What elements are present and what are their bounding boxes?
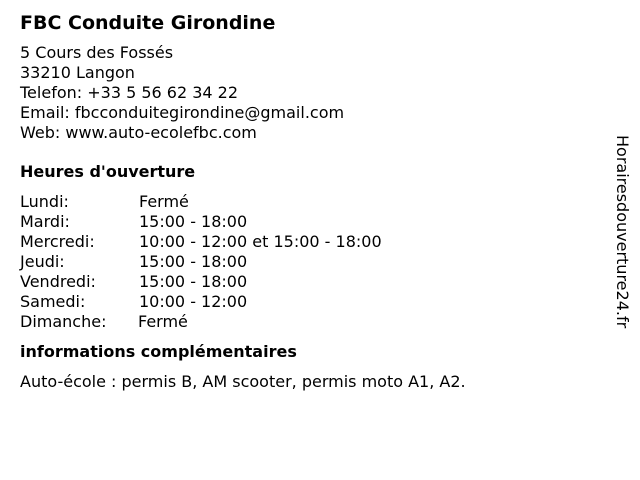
day-label: Mercredi: [20, 232, 95, 251]
day-label: Mardi: [20, 212, 70, 231]
business-name: FBC Conduite Girondine [20, 12, 276, 34]
day-hours: 10:00 - 12:00 [139, 292, 248, 311]
day-label: Vendredi: [20, 272, 96, 291]
watermark-text: Horairesdouverture24.fr [613, 135, 632, 329]
hours-row-mercredi [20, 232, 600, 252]
hours-table [20, 192, 600, 332]
day-label: Dimanche: [20, 312, 107, 331]
day-hours: Fermé [139, 192, 189, 211]
email-text: Email: fbcconduitegirondine@gmail.com [20, 103, 345, 122]
web-text: Web: www.auto-ecolefbc.com [20, 123, 257, 142]
address-street: 5 Cours des Fossés [20, 43, 174, 62]
contact-block [20, 43, 600, 143]
day-label: Jeudi: [20, 252, 65, 271]
hours-heading: Heures d'ouverture [20, 162, 196, 181]
phone-text: Telefon: +33 5 56 62 34 22 [20, 83, 239, 102]
hours-row-mardi [20, 212, 600, 232]
day-hours: Fermé [138, 312, 188, 331]
day-hours: 15:00 - 18:00 [139, 272, 248, 291]
info-text: Auto-école : permis B, AM scooter, permis moto A1, A2. [20, 372, 466, 391]
day-label: Samedi: [20, 292, 86, 311]
address-city: 33210 Langon [20, 63, 135, 82]
business-card [20, 10, 600, 392]
hours-row-vendredi [20, 272, 600, 292]
day-hours: 15:00 - 18:00 [139, 212, 248, 231]
hours-row-lundi [20, 192, 600, 212]
day-hours: 15:00 - 18:00 [139, 252, 248, 271]
hours-row-dimanche [20, 312, 600, 332]
hours-row-jeudi [20, 252, 600, 272]
day-label: Lundi: [20, 192, 69, 211]
hours-row-samedi [20, 292, 600, 312]
day-hours: 10:00 - 12:00 et 15:00 - 18:00 [139, 232, 382, 251]
info-heading: informations complémentaires [20, 342, 297, 361]
